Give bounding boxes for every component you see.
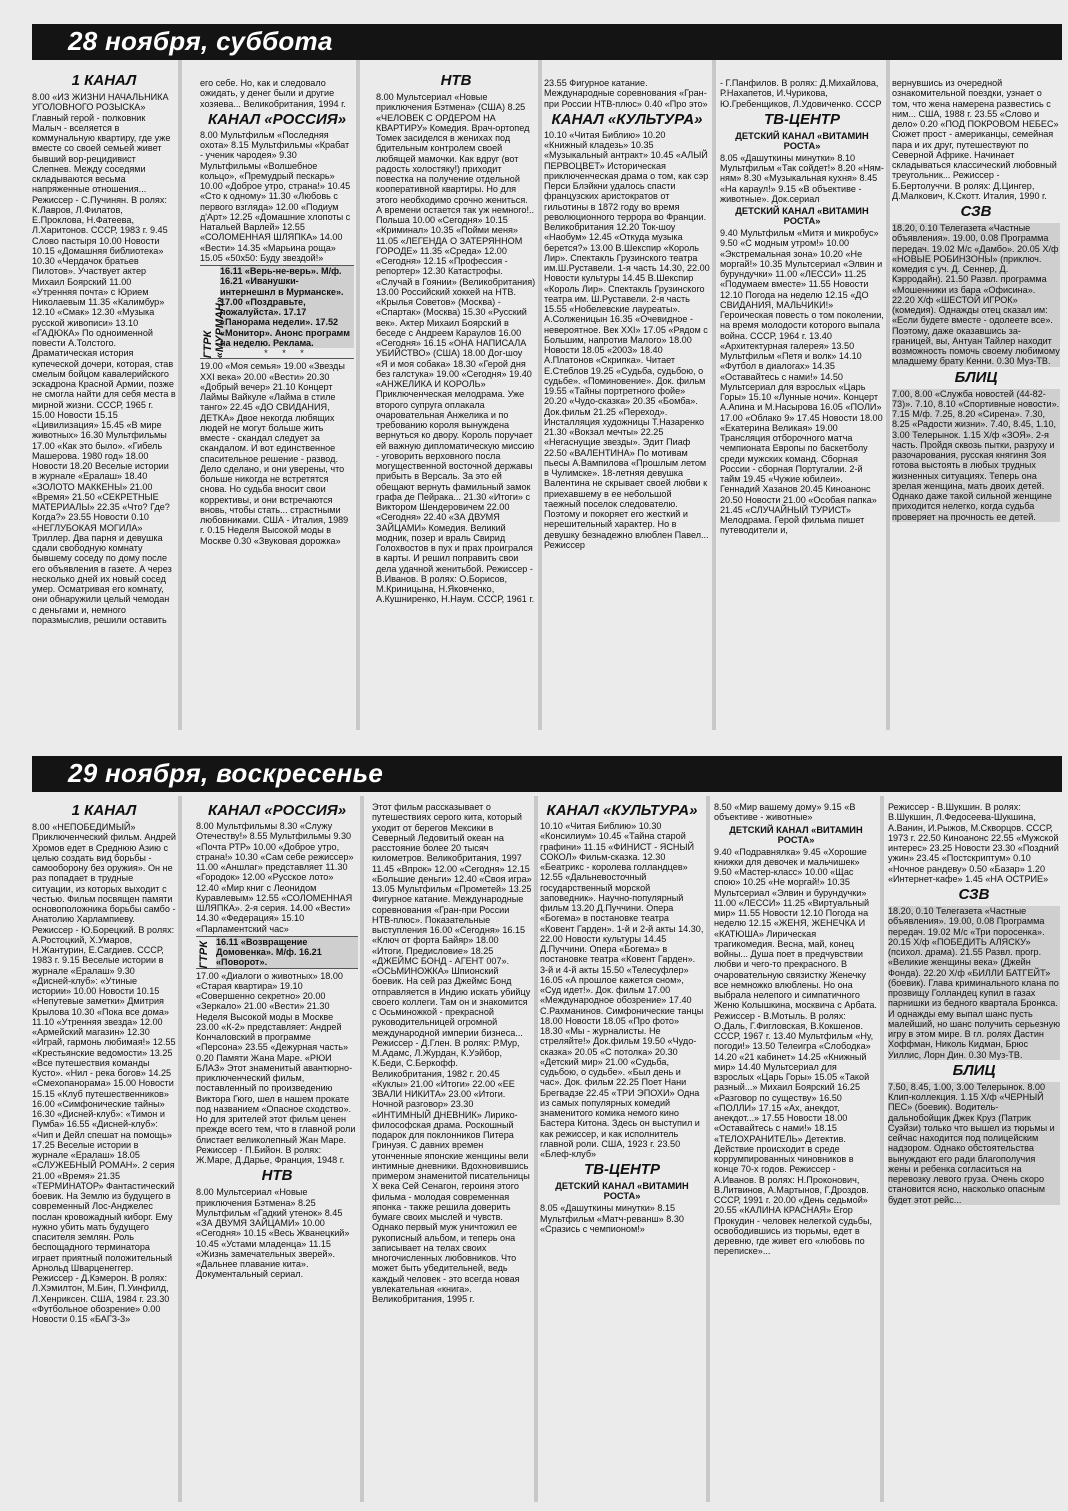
schedule-text: вернувшись из очередной ознакомительной поездки, узнает о том, что жена намерена развестись с ним... США, 1988 г. 23.55 «Слово и дело» 0.20 «ПОД ПОКРОВОМ НЕБЕС» Сюжет прост - американцы, семейная пара и их друг, путешествуют по Северной Африке. Начинает складываться классический любовный треугольник... Режиссер - Б.Бертолуччи. В ролях: Д.Цингер, Д.Малкович, К.Скотт. Италия, 1990 г. — [892, 78, 1059, 201]
day2-column-5 — [714, 802, 878, 1504]
day-title-1: 28 ноября, суббота — [68, 26, 333, 56]
gtrk-label: ГТРК «МУРМАН» — [202, 297, 226, 359]
channel-title: КАНАЛ «КУЛЬТУРА» — [551, 110, 703, 128]
channel-title: КАНАЛ «КУЛЬТУРА» — [546, 802, 698, 819]
column-shade — [534, 796, 538, 1502]
schedule-text: 16.11 «Возвращение Домовенка». М/ф. 16.21 «Поворот». — [216, 937, 358, 968]
channel-title: ТВ-ЦЕНТР — [584, 1161, 660, 1179]
schedule-text: 18.20, 0.10 Телегазета «Частные объявления». 19.00, 0.08 Программа передач. 19.02 М/с «Три поросенка». 20.15 Х/ф «ПОБЕДИТЬ АЛЯСКУ» (психол. драма). 21.55 Развл. прогр. «Великие женщины века» (Джейн Фонда). 22.20 Х/ф «БИЛЛИ БАТГЕЙТ» (боевик). Глава криминального клана по прозвищу Голландец купил в газах парнишки из бедного квартала Бронкса. И однажды ему выпал шанс пусть малейший, но шанс получить серьезную игру в этом мире. В гл. ролях Дастин Хоффман, Николь Кидман, Брюс Уиллис, Лорн Дин. 0.30 Муз-ТВ. — [888, 906, 1060, 1060]
column-shade — [706, 796, 710, 1502]
day2-column-6 — [888, 802, 1060, 1504]
schedule-text: - Г.Панфилов. В ролях: Д.Михайлова, Р.Нахапетов, И.Чурикова, Ю.Гребенщиков, Л.Удовиченко. СССР — [720, 78, 882, 109]
schedule-text: 8.50 «Мир вашему дому» 9.15 «В объективе - животные» — [714, 802, 856, 823]
sub-channel-title: ДЕТСКИЙ КАНАЛ «ВИТАМИН РОСТА» — [555, 1181, 689, 1202]
schedule-text: 8.00 «НЕПОБЕДИМЫЙ» Приключенческий фильм. Андрей Хромов едет в Среднюю Азию с целью создать вид борьбы - самооборону без оружия». Он не раз попадает в трудные ситуации, из которых выходит с честью. Фильм посвящен памяти основоположника борьбы самбо - Анатолию Харлампиеву. Режиссер - Ю.Борецкий. В ролях: А.Ростоцкий, Х.Умаров, Н.Жантурин, Е.Сагдиев. СССР, 1983 г. 9.15 Веселые истории в журнале «Ералаш» 9.30 «Дисней-клуб»: «Утиные истории» 10.00 Новости 10.15 «Непутевые заметки» Дмитрия Крылова 10.30 «Пока все дома» 11.10 «Утренняя звезда» 12.00 «Армейский магазин» 12.30 «Играй, гармонь любимая!» 12.55 «Крестьянские ведомости» 13.25 «Все путешествия команды Кусто». «Нил - река богов» 14.25 «Смехопанорама» 15.00 Новости 15.15 «Клуб путешественников» 16.00 «Симфонические тайны» 16.30 «Дисней-клуб»: «Тимон и Пумба» 16.55 «Дисней-клуб»: «Чип и Дейл спешат на помощь» 17.25 Веселые истории в журнале «Ералаш» 18.05 «СЛУЖЕБНЫЙ РОМАН». 2 серия 21.00 «Время» 21.35 «ТЕРМИНАТОР» Фантастический боевик. На Землю из будущего в современный Лос-Анджелес послан кровожадный киборг. Ему нужно убить мать будущего спасителя землян. Роль беспощадного терминатора играет приятный положительный Арнольд Шварценеггер. Режиссер - Д.Кэмерон. В ролях: Л.Хэмилтон, М.Бин, П.Уинфилд, Л.Хенриксен. США, 1984 г. 23.30 «Футбольное обозрение» 0.00 Новости 0.15 «БАГЗ-3» — [32, 822, 176, 1324]
schedule-text: его себе. Но, как и следовало ожидать, у денег были и другие хозяева... Великобритания, 1994 г. — [200, 78, 346, 109]
schedule-text: 7.50, 8.45, 1.00, 3.00 Телерынок. 8.00 Клип-коллекция. 1.15 Х/ф «ЧЕРНЫЙ ПЕС» (боевик). Водитель-дальнобойщик Джек Круз (Патрик Суэйзи) только что вышел из тюрьмы и сейчас находится под полицейским надзором. Однако обстоятельства вынуждают его ради благополучия жены и ребенка согласиться на перевозку левого груза. Очень скоро становится ясно, насколько опасным будет этот рейс... — [888, 1082, 1060, 1205]
day1-column-6 — [892, 78, 1060, 732]
channel-title: НТВ — [261, 1167, 293, 1185]
gtrk-block — [196, 936, 358, 969]
column-shade — [712, 60, 716, 730]
gtrk-murman-block — [200, 265, 354, 359]
schedule-text: 23.55 Фигурное катание. Международные соревнования «Гран-при России НТВ-плюс» 0.40 «Про это» — [544, 78, 708, 109]
stars-separator: * * * — [264, 348, 310, 358]
schedule-text: 8.00 Мультфильмы 8.30 «Служу Отечеству!» 8.55 Мультфильмы 9.30 «Почта РТР» 10.00 «Доброе утро, страна!» 10.30 «Сам себе режиссер» 11.00 «Аншлаг» представляет 11.30 «Городок» 12.00 «Русское лото» 12.40 «Мир книг с Леонидом Куравлевым» 12.55 «СОЛОМЕННАЯ ШЛЯПКА». 2-я серия. 14.00 «Вести» 14.30 «Федерация» 15.10 «Парламентский час» — [196, 821, 354, 934]
day-title-2: 29 ноября, воскресенье — [68, 758, 384, 788]
sub-channel-title: ДЕТСКИЙ КАНАЛ «ВИТАМИН РОСТА» — [729, 824, 863, 845]
schedule-text: 8.05 «Дашуткины минутки» 8.15 Мультфильм «Матч-реванш» 8.30 «Сразись с чемпионом!» — [540, 1203, 684, 1234]
channel-title: 1 КАНАЛ — [71, 72, 137, 89]
day1-column-2 — [200, 78, 354, 732]
schedule-text: 9.40 «Подравнялка» 9.45 «Хорошие книжки для девочек и мальчишек» 9.50 «Мастер-класс» 10.00 «Щас спою» 10.25 «Не моргай!» 10.35 Мультсериал «Элвин и бурундучки» 11.00 «ЛЕССИ» 11.25 «Виртуальный мир» 11.55 Новости 12.10 Погода на неделю 12.15 «ЖЕНЯ, ЖЕНЕЧКА И «КАТЮША» Лирическая трагикомедия. Весна, май, конец войны... Душа поет в предчувствии любви и чего-то прекрасного. В очаровательную связистку Женечку все немножко влюблены. Но она выбрала нелепого и симпатичного Женю Колышкина, москвича с Арбата. Режиссер - В.Мотыль. В ролях: О.Даль, Г.Фигловская, В.Кокшенов. СССР, 1967 г. 13.40 Мультфильм «Ну, погоди!» 13.50 Телеигра «Слободка» 14.20 «21 кабинет» 14.25 «Книжный мир» 14.40 Мультсериал для взрослых «Царь Горы» 15.05 «Такой разный...» Михаил Боярский 16.25 «Разговор по существу» 16.50 «ПОЛЛИ» 17.15 «Ах, анекдот, анекдот...» 17.55 Новости 18.00 «Оставайтесь с нами!» 18.15 «ТЕЛОХРАНИТЕЛЬ» Детектив. Действие происходит в среде коррумпированных чиновников в конце 70-х годов. Режиссер - А.Иванов. В ролях: Н.Проконович, В.Литвинов, А.Мартынов, Г.Дроздов. СССР, 1991 г. 20.00 «День седьмой» 20.55 «КАЛИНА КРАСНАЯ» Егор Прокудин - человек нелегкой судьбы, освободившись из тюрьмы, едет в деревню, где живет его «любовь по переписке»... — [714, 846, 877, 1257]
schedule-text: Этот фильм рассказывает о путешествиях серого кита, который уходит от берегов Мексики в Северный Ледовитый океан на расстояние более 20 тысяч километров. Великобритания, 1997 11.45 «Впрок» 12.00 «Сегодня» 12.15 «Большие деньги» 12.40 «Своя игра» 13.05 Мультфильм «Прометей» 13.25 Фигурное катание. Международные соревнования «Гран-при России НТВ-плюс». Показательные выступления 16.00 «Сегодня» 16.15 «Ключ от форта Байяр» 18.00 «Итоги. Предисловие» 18.25 «ДЖЕЙМС БОНД - АГЕНТ 007». «ОСЬМИНОЖКА» Шпионский боевик. На сей раз Джеймс Бонд отправляется в Индию искать убийцу своего коллеги. Там он и знакомится с Осьминожкой - прекрасной руководительницей огромной международной империи бизнеса... Режиссер - Д.Глен. В ролях: Р.Мур, М.Адамс, Л.Журдан, К.Уэйбор, К.Беди, С.Беркофф. Великобритания, 1982 г. 20.45 «Куклы» 21.00 «Итоги» 22.00 «ЕЕ ЗВАЛИ НИКИТА» 23.00 «Итоги. Ночной разговор» 23.30 «ИНТИМНЫЙ ДНЕВНИК» Лирико-философская драма. Роскошный подарок для поклонников Питера Гринуэя. С давних времен утонченные японские женщины вели интимные дневники. Вдохновившись примером знаменитой писательницы Х века Сей Сенагон, героиня этого фильма - молодая современная японка - также решила доверить бумаге своих мыслей и чувств. Однако первый муж уничтожил ее рукописный альбом, и теперь она записывает на телах своих многочисленных любовников. Что может быть убедительней, ведь каждый человек - это всегда новая увлекательная «книга». Великобритания, 1995 г. — [372, 802, 532, 1304]
schedule-text: 10.10 «Читая Библию» 10.20 «Книжный кладезь» 10.35 «Музыкальный антракт» 10.45 «АЛЫЙ ПЕРВОЦВЕТ» Историческая приключенческая драма о том, как сэр Перси Блэйкни удалось спасти французских аристократов от гильотины в 1872 году во время революционного террора во Франции. Великобритания 12.20 Ток-шоу «Наобум» 12.45 «Откуда музыка берется?» 13.00 В.Шекспир «Король Лир». Спектакль Грузинского театра им.Ш.Руставели. 1-я часть 14.30, 22.00 Новости культуры 14.45 В.Шекспир «Король Лир». Спектакль Грузинского театра им. Ш.Руставели. 2-я часть 15.55 «Нобелевские лауреаты». А.Солженицын 16.35 «Очевидное - невероятное. Век XXI» 17.05 «Рядом с Большим, напротив Малого» 18.00 Новости 18.05 «2003» 18.40 А.Платонов «Скрипка». Читает Е.Стеблов 19.25 «Судьба, судьбою, о судьбе». «Поминовение». Док. фильм 19.55 «Тайны портретного фойе» 20.20 «Чудо-сказка» 20.35 «Бомба». Док.фильм 21.25 «Переход». Инсталляция художницы Т.Назаренко 21.30 «Вокзал мечты» 22.25 «Негаснущие звезды». Эдит Пиаф 22.50 «ВАЛЕНТИНА» По мотивам пьесы А.Вампилова «Прошлым летом в Чулимске». 18-летняя девушка Валентина не скрывает своей любви к приехавшему в ее небольшой таежный поселок следователю. Поэтому и покоряет его жесткий и нерешительный характер. Но в девушку безнадежно влюблен Павел... Режиссер — [544, 129, 710, 550]
channel-title: КАНАЛ «РОССИЯ» — [207, 802, 347, 819]
day-header-2 — [32, 756, 1062, 792]
schedule-text: 17.00 «Диалоги о животных» 18.00 «Старая квартира» 19.10 «Совершенно секретно» 20.00 «Зеркало» 21.00 «Вести» 21.30 Неделя Высокой моды в Москве 23.00 «К-2» представляет: Андрей Кончаловский в программе «Персона» 23.55 «Дежурная часть» 0.20 Памяти Жана Маре. «РЮИ БЛАЗ» Этот знаменитый авантюрно-приключенческий фильм, поставленный по произведению Виктора Гюго, шел в нашем прокате под названием «Опасное сходство». Но для зрителей этот фильм ценен прежде всего тем, что в главной роли блистает великолепный Жан Маре. Режиссер - П.Бийон. В ролях: Ж.Маре, Д.Дарье, Франция, 1948 г. — [196, 970, 356, 1165]
schedule-text: Режиссер - В.Шукшин. В ролях: В.Шукшин, Л.Федосеева-Шукшина, А.Ванин, И.Рыжов, М.Скворцов. СССР, 1973 г. 22.50 Киноанонс 22.55 «Мужской интерес» 23.25 Новости 23.30 «Поздний ужин» 23.45 «Постскриптум» 0.10 «Ночное рандеву» 0.50 «Базар» 1.20 «Интернет-кафе» 1.45 «НА ОСТРИЕ» — [888, 802, 1059, 884]
channel-title: ТВ-ЦЕНТР — [764, 110, 840, 128]
channel-title: НТВ — [440, 72, 472, 89]
channel-title: БЛИЦ — [954, 368, 998, 386]
schedule-text: 18.20, 0.10 Телегазета «Частные объявления». 19.00, 0.08 Программа передач. 19.02 М/с «Дамбо». 20.05 Х/ф «НОВЫЕ РОБИНЗОНЫ» (приключ. комедия с уч. Д. Сеннер, Д. Кэрродайн). 21.50 Развл. программа «Мошенники из бара «Офисина». 22.20 Х/ф «ШЕСТОЙ ИГРОК» (комедия). Однажды отец сказал им: «Если будете вместе - одолеете все». Поэтому, даже оказавшись за-границей, вы, Антуан Тайлер находит возможность помочь своему любимому младшему брату Кенни. 0.30 Муз-ТВ. — [892, 223, 1060, 367]
schedule-text: 8.00 Мультсериал «Новые приключения Бэтмена» 8.25 Мультфильм «Гадкий утенок» 8.45 «ЗА ДВУМЯ ЗАЙЦАМИ» 10.00 «Сегодня» 10.15 «Весь Жванецкий» 10.45 «Устами младенца» 11.15 «Жизнь замечательных зверей». «Дальнее плавание кита». Документальный сериал. — [196, 1187, 350, 1280]
column-shade — [886, 60, 890, 730]
day2-column-3 — [372, 802, 532, 1504]
schedule-text: 9.40 Мультфильм «Митя и микробус» 9.50 «С модным утром!» 10.00 «Экстремальная зона» 10.20 «Не моргай!» 10.35 Мультсериал «Элвин и бурундучки» 11.00 «ЛЕССИ» 11.25 «Подумаем вместе» 11.55 Новости 12.10 Погода на неделю 12.15 «ДО СВИДАНИЯ, МАЛЬЧИКИ!» Героическая повесть о том поколении, на время молодости которого выпала война. СССР, 1964 г. 13.40 «Архитектурная галерея» 13.50 Мультфильм «Петя и волк» 14.10 «Футбол в диалогах» 14.35 «Оставайтесь с нами!» 14.50 Мультсериал для взрослых «Царь Горы» 15.10 «Лунные ночи». Концерт А.Апина и М.Насырова 16.05 «ПОЛИ» 17.00 «Облако 9» 17.45 Новости 18.00 «Екатерина Великая» 19.00 Трансляция отборочного матча чемпионата Европы по баскетболу среди мужских команд. Сборная России - сборная Португалии. 2-й тайм 19.45 «Чужие юбилеи». Геннадий Хазанов 20.45 Киноанонс 20.50 Новости 21.00 «Особая папка» 21.45 «СЛУЧАЙНЫЙ ТУРИСТ» Мелодрама. Герой фильма пишет путеводители и, — [720, 228, 884, 536]
channel-title: БЛИЦ — [952, 1061, 996, 1079]
day2-column-1 — [32, 800, 176, 1504]
schedule-text: 19.00 «Моя семья» 19.00 «Звезды XXI века» 20.00 «Вести» 20.30 «Добрый вечер» 21.10 Концерт Лаймы Вайкуле «Лайма в стиле танго» 22.45 «ДО СВИДАНИЯ, ДЕТКА» Двое некогда любящих людей не могут больше жить вместе - скандал следует за скандалом. И вот единственное спасительное решение - развод. Дело сделано, и они уверены, что больше никогда не встретятся снова. Но судьба вносит свои коррективы, и они встречаются вновь, чтобы стать... страстными любовниками. США - Италия, 1989 г. 0.15 Неделя Высокой моды в Москве 0.30 «Звуковая дорожка» — [200, 361, 349, 546]
schedule-text: 8.00 «ИЗ ЖИЗНИ НАЧАЛЬНИКА УГОЛОВНОГО РОЗЫСКА» Главный герой - полковник Малыч - вселяется в коммунальную квартиру, где уже вместе со своей семьей живет бывший вор-рецидивист Слепнев. Между соседями складываются весьма напряженные отношения... Режиссер - С.Пучинян. В ролях: К.Лавров, Л.Филатов, Е.Проклова, Н.Фатеева, Л.Харитонов. СССР, 1983 г. 9.45 Слово пастыря 10.00 Новости 10.15 «Домашняя библиотека» 10.30 «Чердачок братьев Пилотов». Участвует актер Михаил Боярский 11.00 «Утренняя почта» с Юрием Николаевым 11.35 «Калимбур» 12.10 «Смак» 12.30 «Музыка русской живописи» 13.10 «ГАДЮКА» По одноименной повести А.Толстого. Драматическая история купеческой дочери, которая, став смелым бойцом кавалерийского эскадрона Красной Армии, позже не смогла найти для себя места в мирной жизни. СССР, 1965 г. 15.00 Новости 15.15 «Цивилизация» 15.45 «В мире животных» 16.30 Мультфильмы 17.00 «Как это было». «Гибель Машерова. 1980 год» 18.00 Новости 18.20 Веселые истории в журнале «Ералаш» 18.40 «ЗОЛОТО МАККЕНЫ» 21.00 «Время» 21.50 «СЕКРЕТНЫЕ МАТЕРИАЛЫ» 22.35 «Что? Где? Когда?» 23.55 Новости 0.10 «НЕГЛУБОКАЯ МОГИЛА» Триллер. Два парня и девушка сдали свободную комнату бывшему соседу по дому после его объявления в газете. А через несколько дней их новый сосед умер. Осматривая его комнату, они обнаружили целый чемодан с деньгами и, немного поразмыслив, решили оставить — [32, 92, 176, 625]
day1-column-5 — [720, 78, 884, 732]
schedule-text: 10.10 «Читая Библию» 10.30 «Консилиум» 10.45 «Тайна старой графини» 11.15 «ФИНИСТ - ЯСНЫЙ СОКОЛ» Фильм-сказка. 12.30 «Беатрикс - королева голландцев» 12.55 «Дальневосточный государственный морской заповедник». Научно-популярный фильм 13.20 Д.Пуччини. Опера «Богема» в постановке театра «Ковент Гарден». 1-й и 2-й акты 14.30, 22.00 Новости культуры 14.45 Д.Пуччини. Опера «Богема» в постановке театра «Ковент Гарден». 3-й и 4-й акты 15.50 «Телесуфлер» 16.05 «А прошлое кажется сном», «Суд идет!». Док. фильм 17.00 «Международное обозрение» 17.40 С.Рахманинов. Симфонические танцы 18.00 Новости 18.05 «Про фото» 18.30 «Мы - журналисты. Не стреляйте!» Док.фильм 19.50 «Чудо-сказка» 20.05 «С потолка» 20.30 «Детский мир» 21.00 «Судьба, судьбою, о судьбе». «Был день и час». Док. фильм 22.25 Поет Нани Брегвадзе 22.45 «ТРИ ЭПОХИ» Одна из самых популярных комедий знаменитого комика немого кино Бастера Китона. Здесь он выступил и как режиссер, и как исполнитель главной роли. США, 1923 г. 23.50 «Блеф-клуб» — [540, 821, 704, 1159]
day1-column-4 — [544, 78, 710, 732]
schedule-text: 16.11 «Верь-не-верь». М/ф. 16.21 «Иванушки-интернешнл в Мурманске». 17.00 «Поздравьте, пожалуйста». 17.17 «Панорама недели». 17.52 «Монитор». Анонс программ на неделю. Реклама. — [220, 266, 354, 348]
day2-column-4 — [540, 800, 704, 1504]
column-shade — [880, 796, 884, 1502]
column-shade — [178, 796, 182, 1502]
channel-title: СЗВ — [958, 886, 990, 903]
channel-title: СЗВ — [960, 203, 992, 220]
day-header-1 — [32, 24, 1062, 60]
sub-channel-title: ДЕТСКИЙ КАНАЛ «ВИТАМИН РОСТА» — [735, 206, 869, 226]
column-shade — [360, 796, 364, 1502]
sub-channel-title: ДЕТСКИЙ КАНАЛ «ВИТАМИН РОСТА» — [735, 130, 869, 151]
column-shade — [356, 60, 360, 730]
column-shade — [538, 60, 542, 730]
schedule-text: 8.00 Мультсериал «Новые приключения Бэтмена» (США) 8.25 «ЧЕЛОВЕК С ОРДЕРОМ НА КВАРТИРУ» Комедия. Врач-ортопед Томек засиделся в женихах под бдительным контролем своей любящей мамочки. Как вдруг (вот радость холостяку!) приходит повестка на получение отдельной кооперативной квартиры. Но для этого необходимо срочно жениться. А времени остается так уж немного!.. Польша 10.00 «Сегодня» 10.15 «Криминал» 10.35 «Пойми меня» 11.05 «ЛЕГЕНДА О ЗАТЕРЯННОМ ГОРОДЕ» 11.35 «Среда» 12.00 «Сегодня» 12.15 «Профессия - репортер» 12.30 Катастрофы. «Случай в Гоянии» (Великобритания) 13.00 Российский хоккей на НТВ. «Крылья Советов» (Москва) - «Спартак» (Москва) 15.30 «Русский век». Актер Михаил Боярский в беседе с Андреем Караулов 16.00 «Сегодня» 16.15 «ОНА НАПИСАЛА УБИЙСТВО» (США) 18.00 Дог-шоу «Я и моя собака» 18.30 «Герой дня без галстука» 19.00 «Сегодня» 19.40 «АНЖЕЛИКА И КОРОЛЬ» Приключенческая мелодрама. Уже второго супруга оплакала очаровательная Анжелика и по требованию короля вынуждена вернуться ко двору. Король поручает ей важную дипломатическую миссию - уговорить верховного посла могущественной восточной державы прибыть в Версаль. За это ей обещают вернуть фамильный замок графа де Пейрака... 21.30 «Итоги» с Виктором Шендеровичем 22.00 «Сегодня» 22.40 «ЗА ДВУМЯ ЗАЙЦАМИ» Комедия. Великий модник, позер и враль Свирид Голохвостов в пух и прах проигрался в карты. И решил поправить свои дела удачной женитьбой. Режиссер - В.Иванов. В ролях: О.Борисов, М.Криницына, Н.Яковченко, А.Кушниренко, Н.Наум. СССР, 1961 г. — [376, 92, 536, 605]
gtrk-label: ГТРК — [198, 940, 210, 969]
day2-column-2 — [196, 800, 358, 1504]
schedule-text: 8.05 «Дашуткины минутки» 8.10 Мультфильм «Так сойдет!» 8.20 «Ням-ням» 8.30 «Музыкальная кухня» 8.45 «На караул!» 9.15 «В объективе - животные». Док.сериал — [720, 152, 884, 204]
channel-title: КАНАЛ «РОССИЯ» — [207, 110, 347, 128]
schedule-text: 7.00, 8.00 «Служба новостей (44-82-73)». 7.10, 8.10 «Спортивные новости». 7.15 М/ф. 7.25, 8.20 «Сирена». 7.30, 8.25 «Радости жизни». 7.40, 8.45, 1.10, 3.00 Телерынок. 1.15 Х/ф «ЗОЯ». 2-я часть. Пройдя сквозь пытки, разруху и разочарования, русская княгиня Зоя готова выстоять в любых трудных жизненных ситуациях. Теперь она зрелая женщина, мать двоих детей. Однако даже такой сильной женщине приходится нелегко, когда судьба проверяет на прочность ее детей. — [892, 388, 1060, 522]
day1-column-3 — [376, 70, 536, 732]
column-shade — [178, 60, 182, 730]
day1-column-1 — [32, 70, 176, 732]
channel-title: 1 КАНАЛ — [71, 802, 137, 819]
schedule-text: 8.00 Мультфильм «Последняя охота» 8.15 Мультфильмы «Крабат - ученик чародея» 9.30 Мультфильмы «Волшебное кольцо», «Премудрый пескарь» 10.00 «Доброе утро, страна!» 10.45 «Сто к одному» 11.30 «Любовь с первого взгляда» 12.00 «Подиум д'Арт» 12.25 «Домашние хлопоты с Натальей Варлей» 12.55 «СОЛОМЕННАЯ ШЛЯПКА» 14.00 «Вести» 14.35 «Марьина роща» 15.05 «50х50: Буду звездой!» — [200, 129, 351, 263]
